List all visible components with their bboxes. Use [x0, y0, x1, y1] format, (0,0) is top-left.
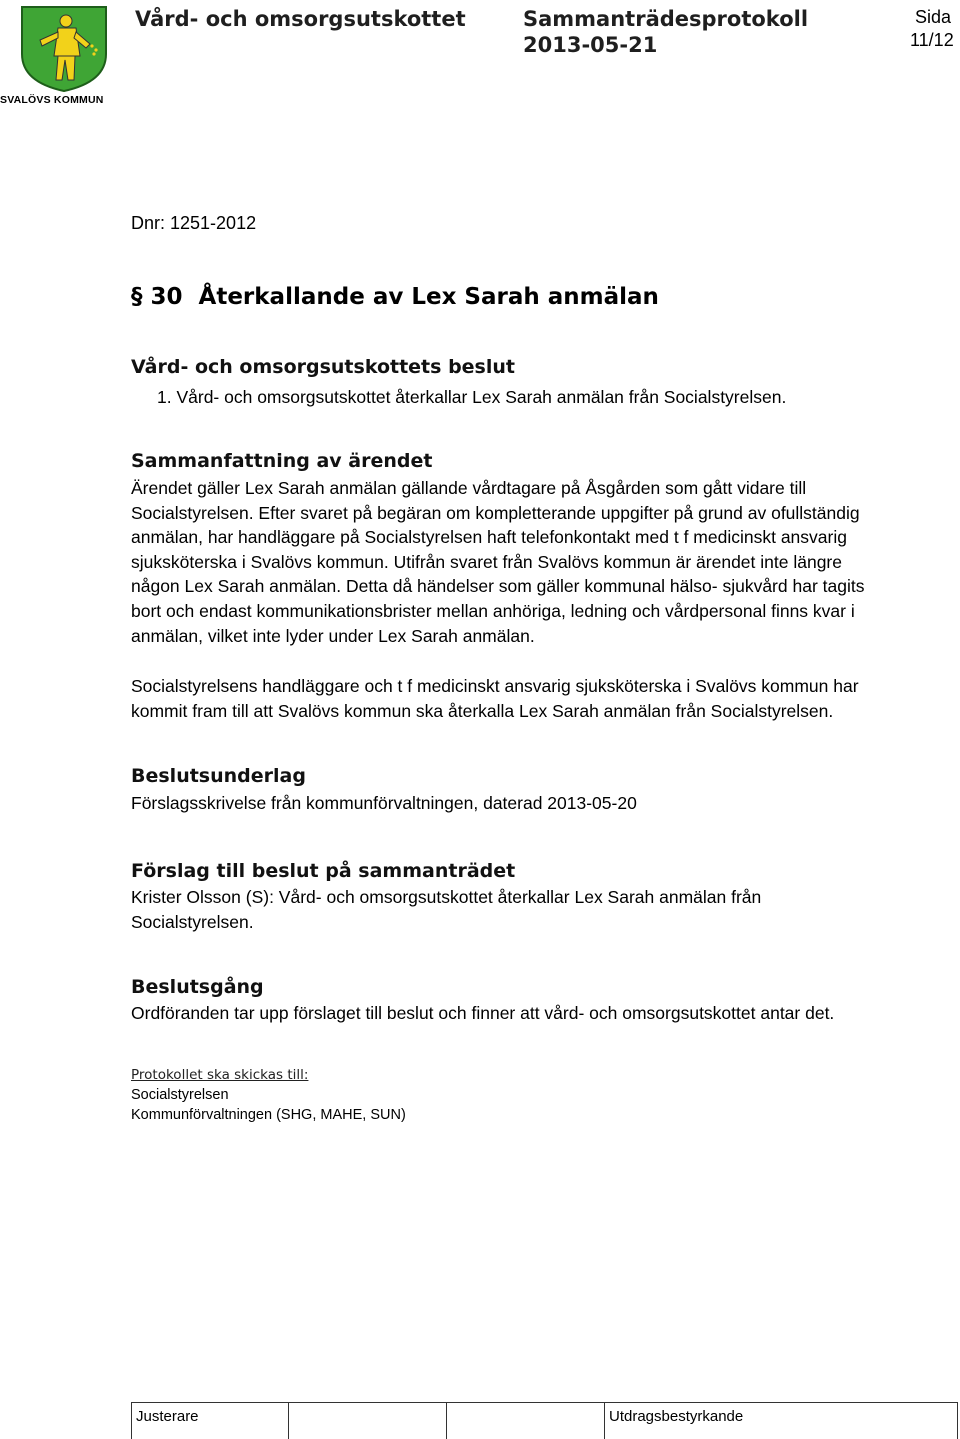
procedure-heading: Beslutsgång [131, 976, 264, 998]
distribution-heading: Protokollet ska skickas till: [131, 1067, 309, 1083]
page-title: § 30 Återkallande av Lex Sarah anmälan [131, 284, 659, 310]
page-number: 11/12 [910, 30, 954, 50]
summary-paragraph [131, 476, 864, 648]
summary-paragraph-2 [131, 674, 859, 723]
distribution-list [131, 1086, 406, 1125]
proposal-heading: Förslag till beslut på sammanträdet [131, 860, 516, 882]
procedure-text: Ordföranden tar upp förslaget till beslut och finner att vård- och omsorgsutskottet antar det. [131, 1003, 835, 1023]
page-label: Sida [915, 7, 952, 27]
summary-line: kommit fram till att Svalövs kommun ska återkalla Lex Sarah anmälan från Socialstyrelsen. [131, 700, 834, 721]
summary-line: anmälan, vilket inte lyder under Lex Sarah anmälan. [131, 625, 535, 646]
proposal-text [131, 885, 761, 934]
footer-divider [288, 1402, 289, 1439]
summary-line: bort och endast kommunikationsbrister mellan anhöriga, ledning och vårdpersonal finns kvar i [131, 600, 855, 621]
footer-divider [131, 1402, 132, 1439]
recipient: Socialstyrelsen [131, 1087, 229, 1103]
footer-divider [957, 1402, 958, 1439]
summary-line: Socialstyrelsens handläggare och t f medicinskt ansvarig sjuksköterska i Svalövs kommun har [131, 676, 859, 696]
footer-top-rule [131, 1402, 957, 1403]
proposal-line: Socialstyrelsen. [131, 911, 254, 932]
summary-line: sjuksköterska i Svalövs kommun. Utifrån svaret från Svalövs kommun är ärendet inte längre [131, 551, 842, 572]
decision-item: 1. Vård- och omsorgsutskottet återkallar Lex Sarah anmälan från Socialstyrelsen. [157, 387, 787, 407]
footer-divider [604, 1402, 605, 1439]
summary-line: Socialstyrelsen. Efter svaret på begäran om kompletterande uppgifter på grund av ofullständig [131, 502, 860, 523]
decision-heading: Vård- och omsorgsutskottets beslut [131, 356, 515, 378]
summary-line: anmälan, har handläggare på Socialstyrelsen haft telefonkontakt med t f medicinskt ansvarig [131, 527, 847, 548]
footer-divider [446, 1402, 447, 1439]
proposal-line: Krister Olsson (S): Vård- och omsorgsutskottet återkallar Lex Sarah anmälan från [131, 887, 762, 907]
summary-heading: Sammanfattning av ärendet [131, 450, 433, 472]
basis-text: Förslagsskrivelse från kommunförvaltningen, daterad 2013-05-20 [131, 793, 637, 813]
footer-justerare-label: Justerare [136, 1408, 199, 1425]
summary-line: någon Lex Sarah anmälan. Detta då händelser som gäller kommunal hälso- sjukvård har tagits [131, 576, 865, 597]
case-number: Dnr: 1251-2012 [131, 213, 257, 233]
summary-line: Ärendet gäller Lex Sarah anmälan gällande vårdtagare på Åsgården som gått vidare till [131, 478, 807, 498]
municipality-logo [0, 4, 110, 108]
basis-heading: Beslutsunderlag [131, 765, 306, 787]
recipient: Kommunförvaltningen (SHG, MAHE, SUN) [131, 1106, 406, 1123]
document-type: Sammanträdesprotokoll [523, 7, 809, 31]
footer-utdrag-label: Utdragsbestyrkande [609, 1408, 744, 1425]
municipality-name: SVALÖVS KOMMUN [0, 94, 104, 106]
committee-name: Vård- och omsorgsutskottet [135, 7, 466, 31]
meeting-date: 2013-05-21 [523, 33, 658, 57]
